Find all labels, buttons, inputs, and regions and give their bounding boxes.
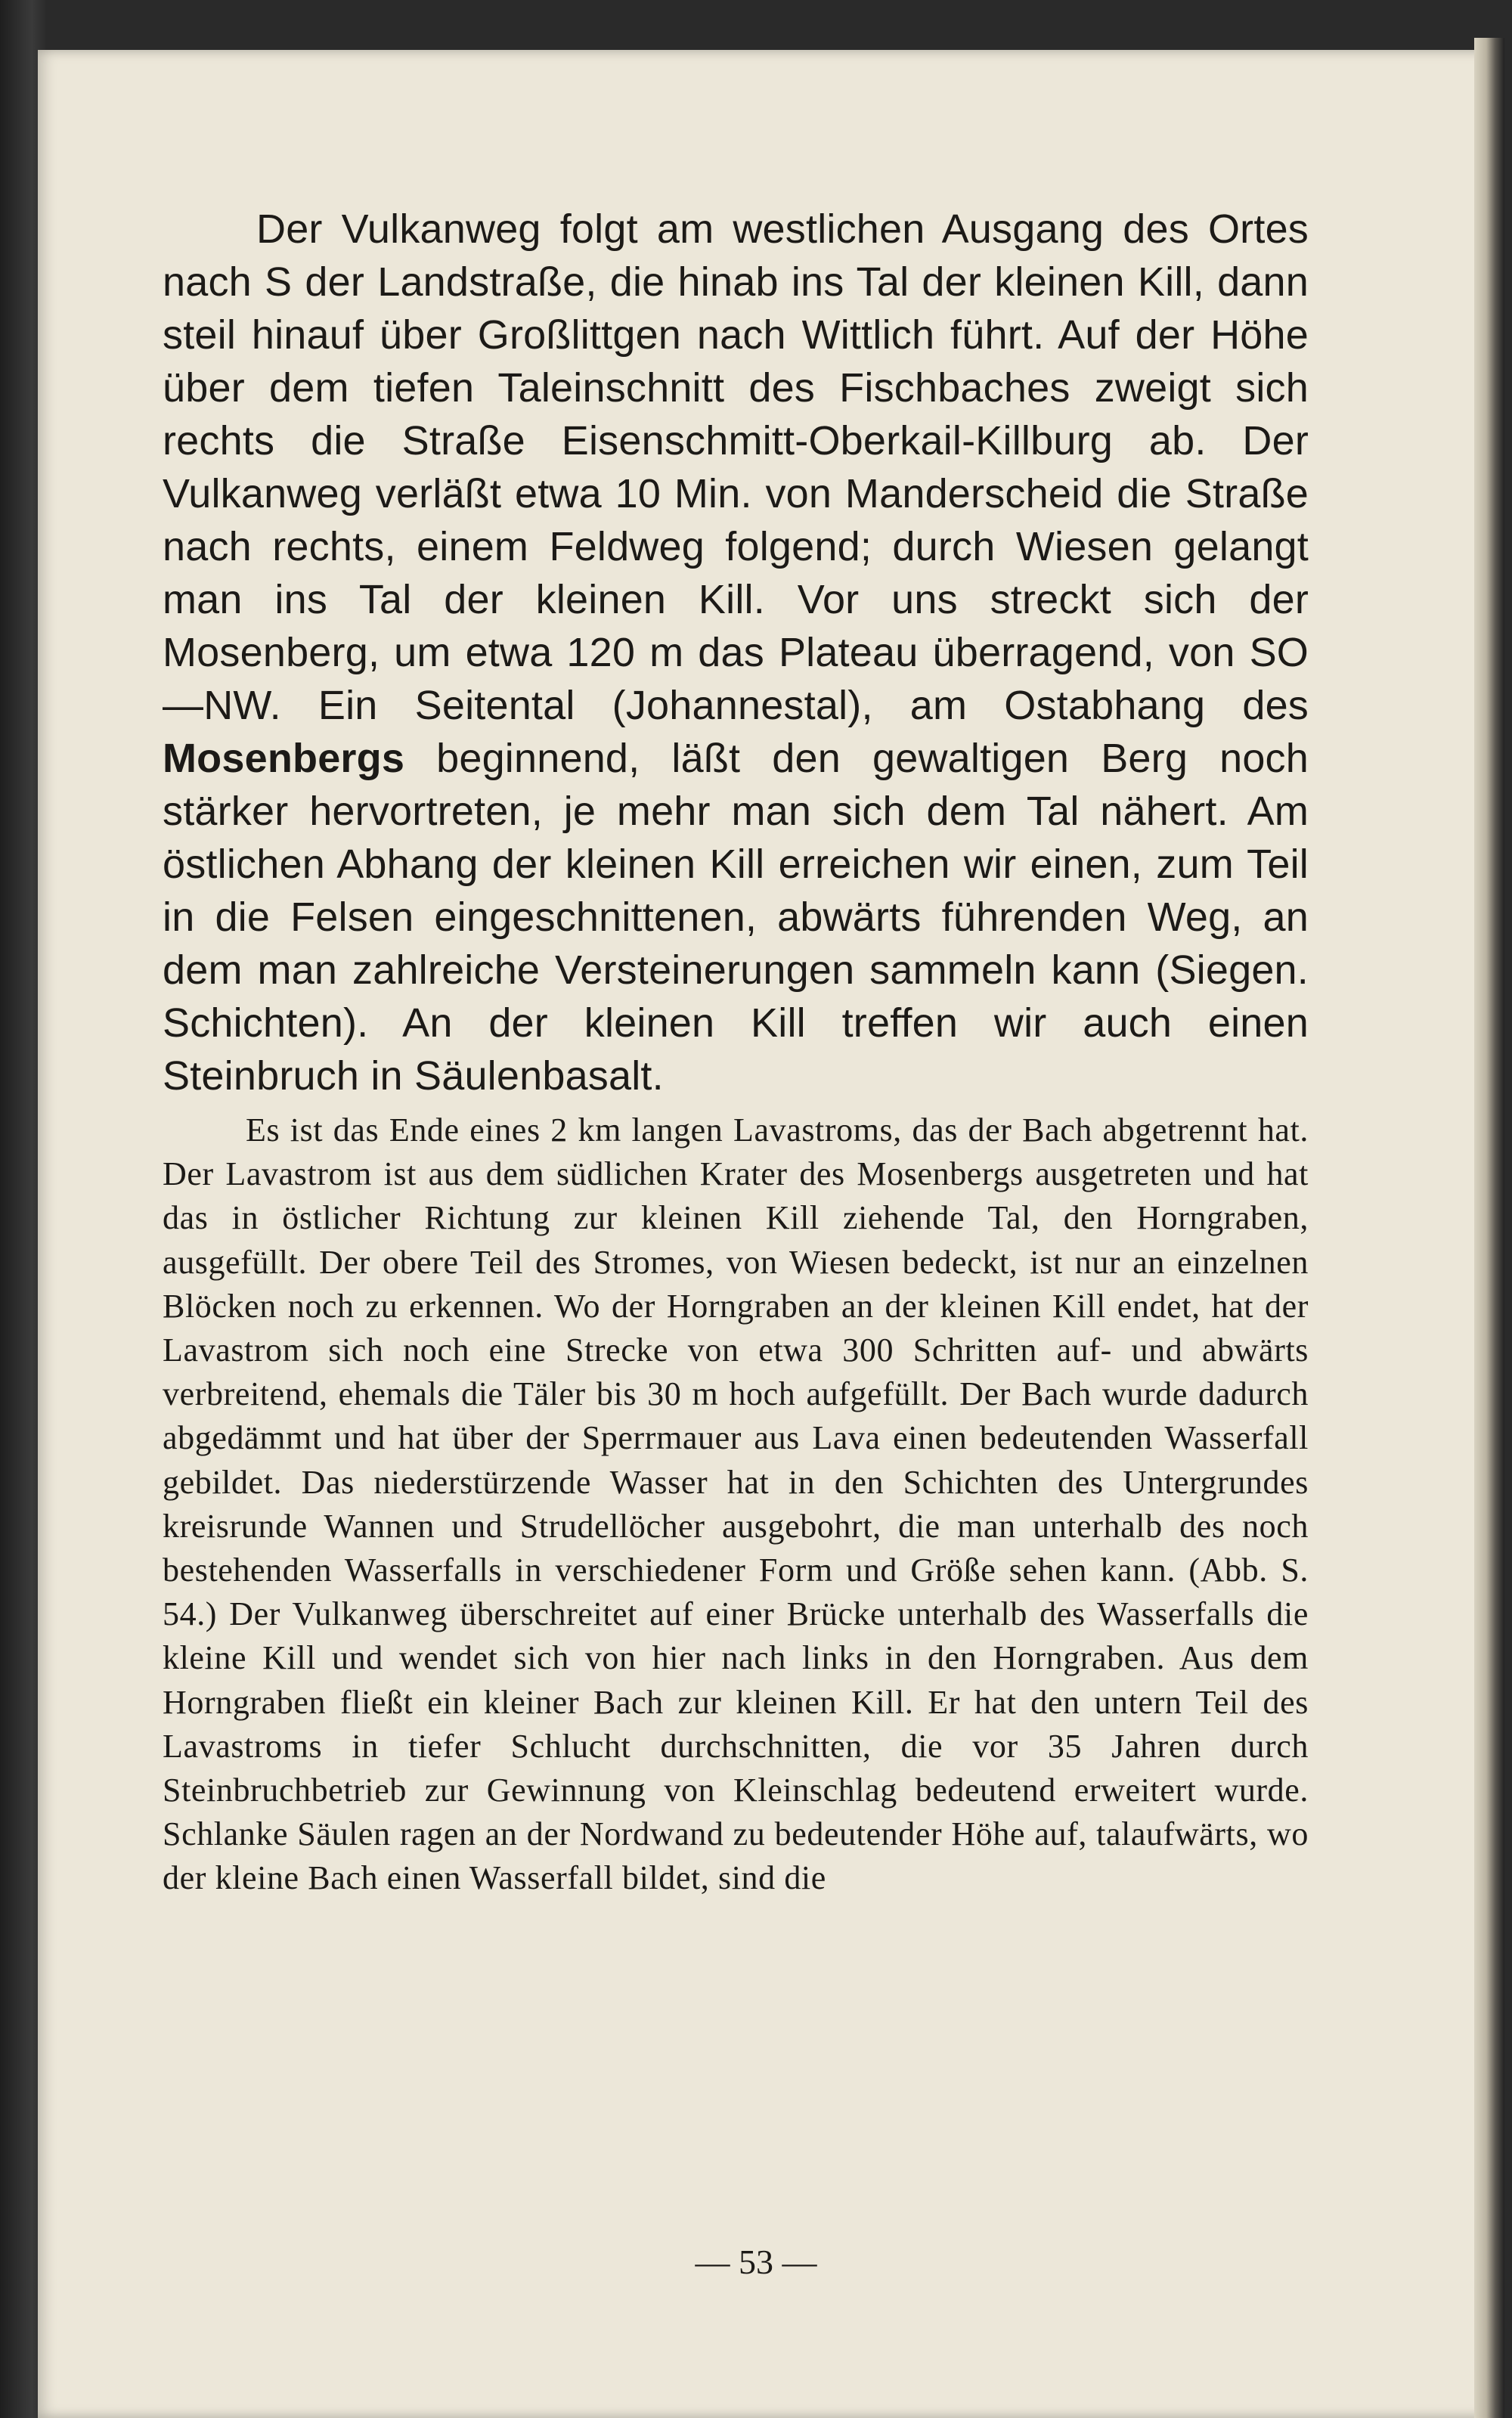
main-paragraph-bold-term: Mosenbergs xyxy=(163,736,405,781)
page-edge-shadow xyxy=(1474,38,1504,2418)
main-paragraph xyxy=(163,203,1309,1102)
page-text xyxy=(163,203,1309,1901)
small-print-paragraph: Es ist das Ende eines 2 km langen Lavastroms, das der Bach abgetrennt hat. Der Lavastrom ist aus dem südlichen Krater des Mosenbergs ausgetreten und hat das in östlicher Richtung zur kleinen Kill ziehende Tal, den Horngraben, ausgefüllt. Der obere Teil des Stromes, von Wiesen bedeckt, ist nur an einzelnen Blöcken noch zu erkennen. Wo der Horngraben an der kleinen Kill endet, hat der Lavastrom sich noch eine Strecke von etwa 300 Schritten auf- und abwärts verbreitend, ehemals die Täler bis 30 m hoch aufgefüllt. Der Bach wurde dadurch abgedämmt und hat über der Sperrmauer aus Lava einen bedeutenden Wasserfall gebildet. Das niederstürzende Wasser hat in den Schichten des Untergrundes kreisrunde Wannen und Strudellöcher ausgebohrt, die man unterhalb des noch bestehenden Wasserfalls in verschiedener Form und Größe sehen kann. (Abb. S. 54.) Der Vulkanweg überschreitet auf einer Brücke unterhalb des Wasserfalls die kleine Kill und wendet sich von hier nach links in den Horngraben. Aus dem Horngraben fließt ein kleiner Bach zur kleinen Kill. Er hat den untern Teil des Lavastroms in tiefer Schlucht durchschnitten, die vor 35 Jahren durch Steinbruchbetrieb zur Gewinnung von Kleinschlag bedeutend erweitert wurde. Schlanke Säulen ragen an der Nordwand zu bedeutender Höhe auf, talaufwärts, wo der kleine Bach einen Wasserfall bildet, sind die xyxy=(163,1111,1309,1897)
main-paragraph-text-2: beginnend, läßt den gewaltigen Berg noch stärker hervortreten, je mehr man sich dem Tal nähert. Am östlichen Abhang der kleinen Kill erreichen wir einen, zum Teil in die Felsen eingeschnittenen, abwärts führenden Weg, an dem man zahlreiche Versteinerungen sammeln kann (Siegen. Schichten). An der kleinen Kill treffen wir auch einen Steinbruch in Säulenbasalt. xyxy=(163,736,1309,1099)
page-number: — 53 — xyxy=(695,2243,817,2281)
main-paragraph-text-1: Der Vulkanweg folgt am westlichen Ausgang des Ortes nach S der Landstraße, die hinab ins Tal der kleinen Kill, dann steil hinauf über Großlittgen nach Wittlich führt. Auf der Höhe über dem tiefen Taleinschnitt des Fischbaches zweigt sich rechts die Straße Eisenschmitt-Oberkail-Killburg ab. Der Vulkanweg verläßt etwa 10 Min. von Manderscheid die Straße nach rechts, einem Feldweg folgend; durch Wiesen gelangt man ins Tal der kleinen Kill. Vor uns streckt sich der Mosenberg, um etwa 120 m das Plateau überragend, von SO—NW. Ein Seitental (Johannestal), am Ostabhang des xyxy=(163,206,1309,728)
